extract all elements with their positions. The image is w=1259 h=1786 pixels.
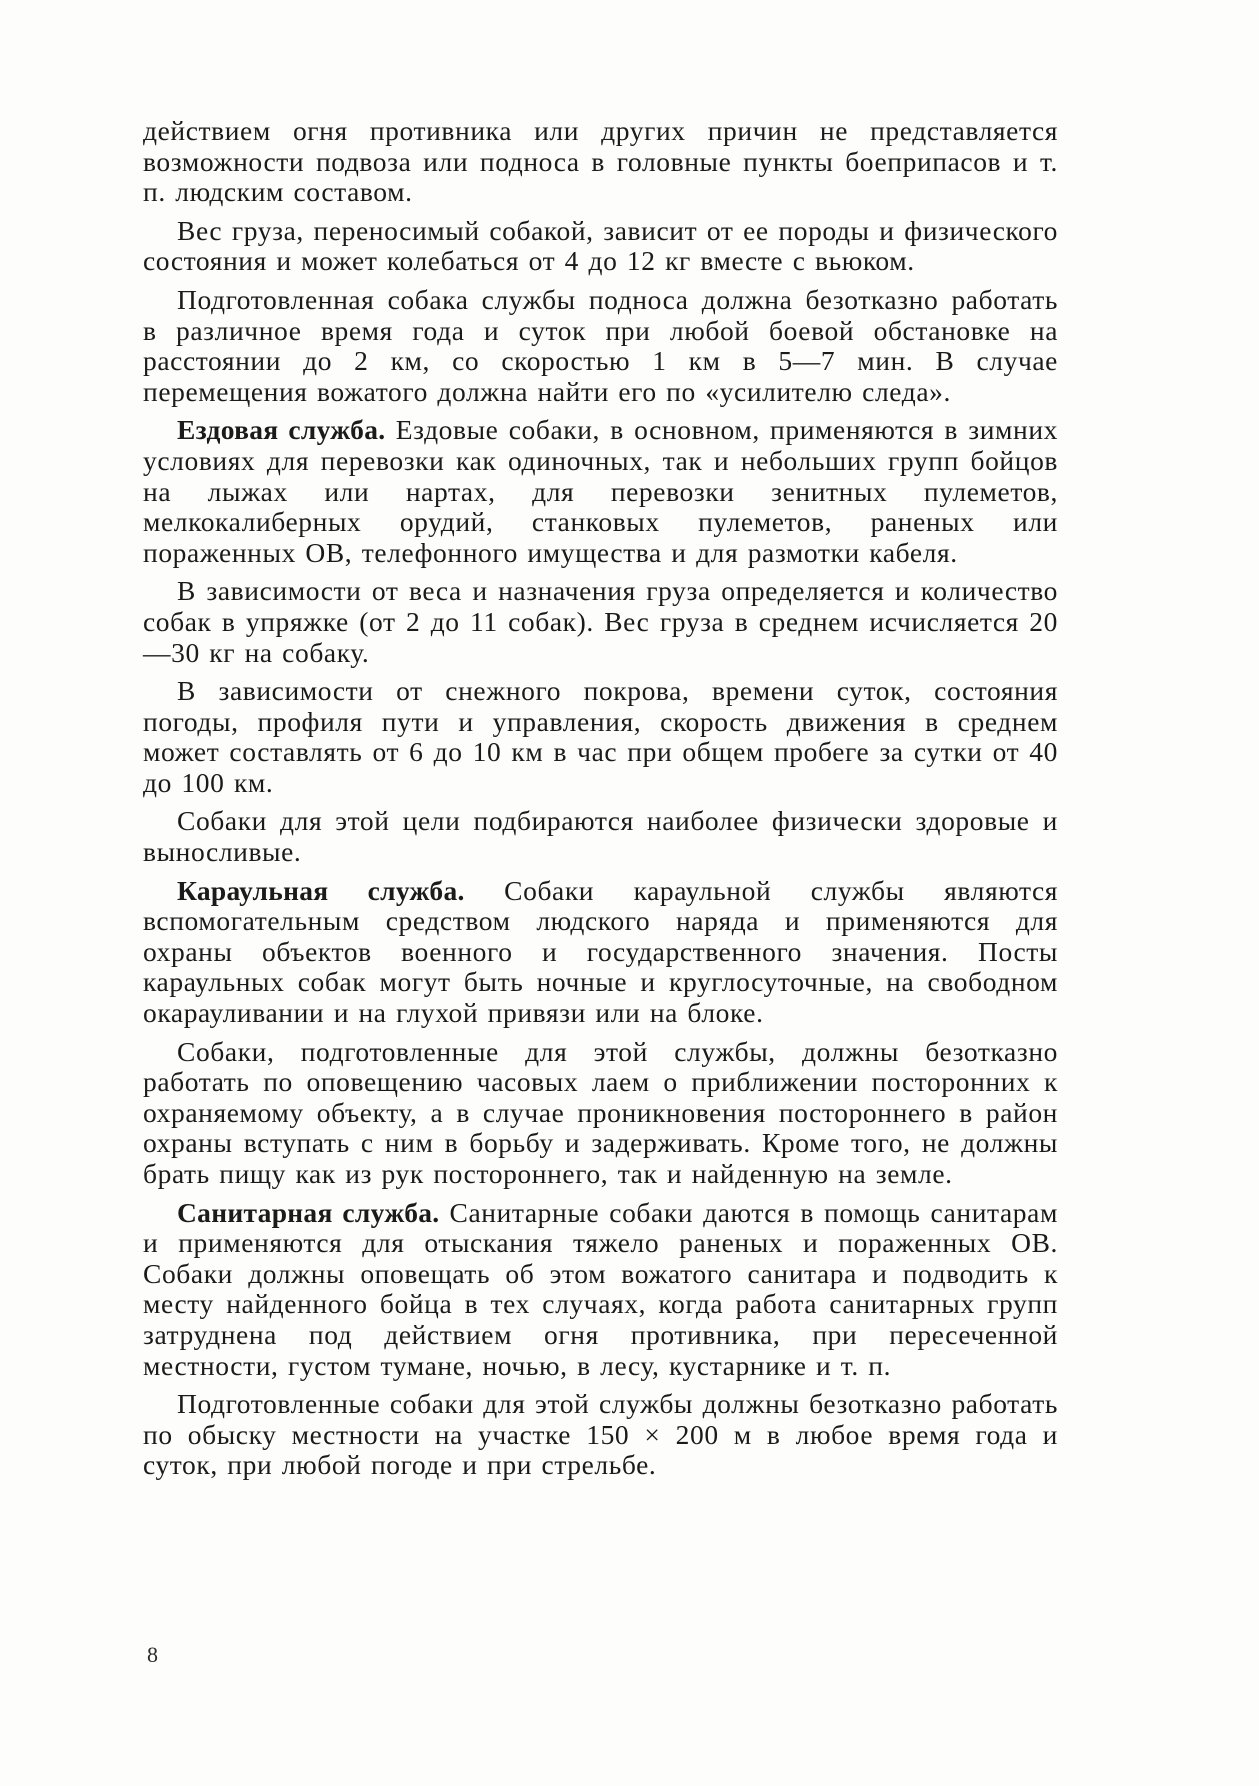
page-body xyxy=(143,116,1058,1489)
paragraph-text: Вес груза, переносимый собакой, зависит от ее породы и физического состояния и может колебаться от 4 до 12 кг вместе с вьюком. xyxy=(143,214,1058,277)
paragraph-text: В зависимости от снежного покрова, времени суток, состояния погоды, профиля пути и управления, скорость движения в среднем может составлять от 6 до 10 км в час при общем пробеге за сутки от 40 до 100 км. xyxy=(143,675,1058,798)
paragraph-load-weight xyxy=(143,216,1058,277)
paragraph-text: Ездовые собаки, в основном, применяются в зимних условиях для перевозки как одиночных, так и небольших групп бойцов на лыжах или нартах, для перевозки зенитных пулеметов, мелкокалиберных орудий, станковых пулеметов, раненых или пораженных ОВ, телефонного имущества и для размотки кабеля. xyxy=(143,414,1059,568)
paragraph-selection xyxy=(143,806,1058,867)
paragraph-text: Собаки, подготовленные для этой службы, должны безотказно работать по оповещению часовых лаем о приближении посторонних к охраняемому объекту, а в случае проникновения постороннего в район охраны вступать с ним в борьбу и задерживать. Кроме того, не должны брать пищу как из рук постороннего, так и найденную на земле. xyxy=(143,1035,1058,1189)
paragraph-continuation xyxy=(143,116,1058,208)
paragraph-text: Собаки караульной службы являются вспомогательным средством людского наряда и применяются для охраны объектов военного и государственного значения. Посты караульных собак могут быть ночные и круглосуточные, на свободном окарауливании и на глухой привязи или на блоке. xyxy=(143,874,1058,1029)
paragraph-speed xyxy=(143,676,1058,798)
paragraph-text: Подготовленные собаки для этой службы должны безотказно работать по обыску местности на участке 150 × 200 м в любое время года и суток, при любой погоде и при стрельбе. xyxy=(143,1388,1058,1481)
paragraph-guard-service xyxy=(143,876,1058,1029)
section-heading-guard-service: Караульная служба. xyxy=(177,874,465,906)
paragraph-text: Собаки для этой цели подбираются наиболее физически здоровые и выносливые. xyxy=(143,805,1058,868)
paragraph-text: Санитарные собаки даются в помощь санитарам и применяются для отыскания тяжело раненых и пораженных ОВ. Собаки должны оповещать об этом вожатого санитара и подводить к месту найденного бойца в тех случаях, когда работа санитарных групп затруднена под действием огня противника, при пересеченной местности, густом тумане, ночью, в лесу, кустарнике и т. п. xyxy=(143,1196,1058,1381)
paragraph-medical-training xyxy=(143,1389,1058,1481)
section-heading-sled-service: Ездовая служба. xyxy=(177,414,386,446)
paragraph-guard-training xyxy=(143,1037,1058,1190)
paragraph-text: Подготовленная собака службы подноса должна безотказно работать в различное время года и суток при любой боевой обстановке на расстоянии до 2 км, со скоростью 1 км в 5—7 мин. В случае перемещения вожатого должна найти его по «усилителю следа». xyxy=(143,283,1058,407)
page-number: 8 xyxy=(147,1642,158,1667)
paragraph-text: действием огня противника или других причин не представляется возможности подвоза или подноса в головные пункты боеприпасов и т. п. людским составом. xyxy=(143,115,1058,208)
paragraph-medical-service xyxy=(143,1198,1058,1382)
paragraph-delivery-dog xyxy=(143,285,1058,407)
paragraph-team-size xyxy=(143,576,1058,668)
section-heading-medical-service: Санитарная служба. xyxy=(177,1196,440,1228)
paragraph-sled-service xyxy=(143,415,1058,568)
paragraph-text: В зависимости от веса и назначения груза определяется и количество собак в упряжке (от 2 до 11 собак). Вес груза в среднем исчисляется 20—30 кг на собаку. xyxy=(143,575,1058,668)
